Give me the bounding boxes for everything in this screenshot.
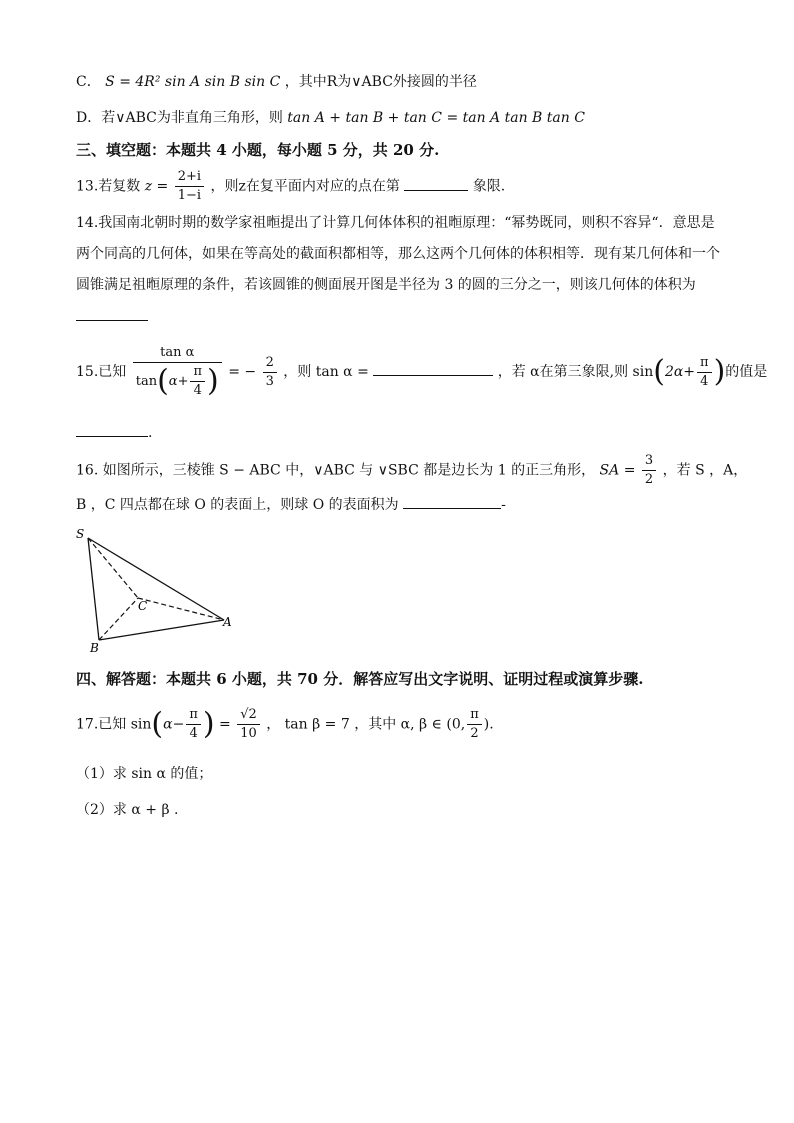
- q16-sa-fraction: [642, 452, 656, 489]
- label-b: B: [90, 641, 99, 654]
- q15-answer-blank-1[interactable]: [373, 361, 493, 376]
- edge-sb: [88, 538, 99, 640]
- q16-sa-num: 3: [642, 452, 656, 471]
- q15-rhs-num: 2: [263, 354, 277, 373]
- question-16: [76, 452, 747, 489]
- q15-answer-line[interactable]: [76, 422, 152, 443]
- q13-middle: ，则z在复平面内对应的点在第: [210, 178, 400, 195]
- edge-ba: [99, 620, 224, 640]
- edge-sa: [88, 538, 224, 620]
- q15-pi: π: [190, 363, 205, 382]
- q15-answer-blank-2[interactable]: [76, 422, 148, 437]
- q15-ask1: ，则 tan α =: [283, 364, 369, 380]
- q15-pi-over-4-b: [697, 354, 712, 391]
- q15-lhs-num: tan α: [133, 344, 222, 363]
- q17-part-1: （1）求 sin α 的值；: [76, 766, 213, 782]
- q15-lhs-den: tan(α+ $\frac{\pi}{4}$ ): [135, 363, 219, 399]
- q13-fraction: [175, 168, 204, 205]
- section-4-heading: 四、解答题：本题共 6 小题，共 70 分．解答应写出文字说明、证明过程或演算步骤.: [76, 670, 644, 688]
- q17-range-fraction: [467, 706, 482, 743]
- q14-line-3: 圆锥满足祖暅原理的条件，若该圆锥的侧面展开图是半径为 3 的圆的三分之一，则该几何体的体积为: [76, 277, 696, 293]
- q17-range-den: 2: [470, 726, 479, 741]
- q17-equals: =: [219, 716, 231, 733]
- q16-sa-den: 2: [644, 472, 654, 487]
- q17-pi: π: [186, 706, 201, 725]
- q14-answer-line[interactable]: [76, 306, 148, 327]
- question-17: 17.已知 sin(α− $\frac{\pi}{4}$ ) = $\frac{√2}{10}$ ， tan β = 7 ，其中 α, β ∈ (0, $\frac{\pi}{2}$ ).: [76, 706, 494, 742]
- question-13: [76, 168, 505, 205]
- option-c-formula: S = 4R² sin A sin B sin C: [105, 74, 281, 90]
- option-c-suffix: ，其中R为∨ABC外接圆的半径: [284, 74, 477, 90]
- q17-pi-over-4: [186, 706, 201, 743]
- q14-answer-blank[interactable]: [76, 306, 148, 321]
- q15-end: .: [148, 425, 153, 441]
- q13-prefix: 13.若复数: [76, 178, 141, 195]
- q15-rhs-fraction: [263, 354, 277, 391]
- q17-range-num: π: [467, 706, 482, 725]
- option-d-prefix: D．若∨ABC为非直角三角形，则: [76, 110, 283, 126]
- q15-four-b: 4: [700, 373, 709, 389]
- q17-inner: α−: [163, 716, 185, 733]
- q15-lhs-fraction: [133, 344, 222, 400]
- label-c: C: [138, 599, 148, 613]
- q16-line1-suffix: ，若 S ，A，: [662, 462, 748, 479]
- tetrahedron-figure: [74, 524, 244, 658]
- q17-middle: ， tan β = 7 ，其中 α, β ∈ (0,: [266, 716, 466, 733]
- q17-rhs-num: √2: [237, 706, 260, 725]
- option-c-prefix: C．: [76, 74, 101, 90]
- q15-four: 4: [193, 383, 202, 398]
- q17-rhs-den: 10: [240, 726, 257, 741]
- q15-equals: = −: [228, 364, 257, 380]
- q15-inner2: 2α+: [664, 364, 696, 380]
- q15-ask2: ，若 α在第三象限,则 sin: [497, 364, 654, 380]
- edge-bc: [99, 598, 138, 640]
- q15-pi-over-4: [190, 363, 205, 400]
- q16-sa: SA =: [599, 462, 636, 479]
- q14-line-1: 14.我国南北朝时期的数学家祖暅提出了计算几何体体积的祖暅原理：“幂势既同，则积不容异“．意思是: [76, 215, 715, 231]
- section-3-heading: 三、填空题：本题共 4 小题，每小题 5 分，共 20 分.: [76, 141, 440, 159]
- question-15: 15.已知 tan α tan(α+ $\frac{\pi}{4}$ ) = − $\frac{2}{3}$ ，则 tan α = ，若 α在第三象限,则 sin(2α+ $\frac{\pi}{4}$ )的值是: [76, 345, 768, 399]
- edge-ca: [138, 598, 224, 620]
- q16-line-2: [76, 494, 506, 515]
- q16-answer-blank[interactable]: [403, 494, 501, 509]
- edge-sc: [88, 538, 138, 598]
- option-d: [76, 108, 585, 128]
- q15-tail: 的值是: [725, 364, 768, 380]
- q15-prefix: 15.已知: [76, 364, 127, 380]
- option-c: [76, 72, 477, 92]
- q17-part-2: （2）求 α + β .: [76, 802, 179, 818]
- q13-var: z =: [144, 178, 169, 195]
- q15-pi-b: π: [697, 354, 712, 373]
- q15-lhs-den-tan: tan: [135, 374, 158, 389]
- q13-answer-blank[interactable]: [404, 176, 468, 191]
- tetrahedron-diagram: [74, 524, 244, 654]
- label-a: A: [223, 615, 232, 629]
- q15-lhs-den-alpha: α+: [168, 374, 189, 389]
- q16-line1-prefix: 16. 如图所示，三棱锥 S − ABC 中，∨ABC 与 ∨SBC 都是边长为 1 的正三角形，: [76, 462, 596, 479]
- q17-end: ).: [483, 716, 494, 733]
- q17-prefix: 17.已知 sin: [76, 716, 152, 733]
- q17-rhs-fraction: [237, 706, 260, 743]
- option-d-formula: tan A + tan B + tan C = tan A tan B tan C: [287, 110, 585, 126]
- q17-four: 4: [189, 726, 198, 741]
- q14-line-2: 两个同高的几何体，如果在等高处的截面积都相等，那么这两个几何体的体积相等．现有某几何体和一个: [76, 246, 720, 262]
- q16-line2-end: -: [501, 497, 506, 513]
- q13-suffix: 象限.: [472, 178, 506, 195]
- q16-line2-text: B ，C 四点都在球 O 的表面上，则球 O 的表面积为: [76, 497, 399, 513]
- q15-rhs-den: 3: [265, 373, 274, 389]
- label-s: S: [76, 527, 85, 541]
- q13-fraction-num: 2+i: [175, 168, 204, 187]
- q13-fraction-den: 1−i: [177, 188, 202, 203]
